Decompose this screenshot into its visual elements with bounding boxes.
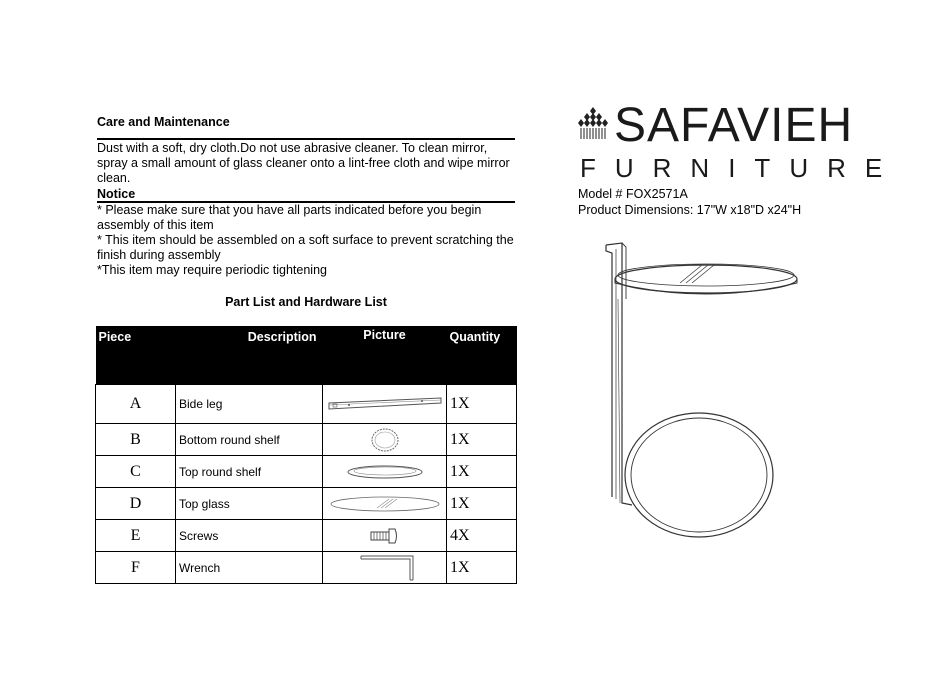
header-quantity: Quantity xyxy=(447,326,517,385)
notice-item: * Please make sure that you have all parts indicated before you begin assembly of this item xyxy=(97,203,482,232)
screw-drawing xyxy=(365,525,405,547)
quantity-cell: 1X xyxy=(447,488,517,520)
description-cell: Bottom round shelf xyxy=(176,424,323,456)
picture-cell xyxy=(323,520,447,552)
care-title: Care and Maintenance xyxy=(97,115,230,129)
description-cell: Bide leg xyxy=(176,385,323,424)
quantity-cell: 1X xyxy=(447,385,517,424)
header-description: Description xyxy=(176,326,323,385)
piece-cell: B xyxy=(96,424,176,456)
header-piece: Piece xyxy=(96,326,176,385)
piece-cell: F xyxy=(96,552,176,584)
piece-cell: C xyxy=(96,456,176,488)
glass-drawing xyxy=(329,495,441,513)
quantity-cell: 1X xyxy=(447,456,517,488)
model-number: Model # FOX2571A xyxy=(578,187,688,201)
picture-cell xyxy=(323,456,447,488)
description-cell: Screws xyxy=(176,520,323,552)
notice-list xyxy=(97,203,517,278)
picture-cell xyxy=(323,552,447,584)
description-cell: Wrench xyxy=(176,552,323,584)
description-cell: Top glass xyxy=(176,488,323,520)
parts-table xyxy=(95,326,517,584)
notice-item: * This item should be assembled on a soft surface to prevent scratching the finish during assembly xyxy=(97,233,514,262)
care-text: Dust with a soft, dry cloth.Do not use abrasive cleaner. To clean mirror, spray a small amount of glass cleaner onto a lint-free cloth and wipe mirror clean. xyxy=(97,141,510,185)
picture-cell xyxy=(323,424,447,456)
top-shelf-drawing xyxy=(345,463,425,481)
picture-cell xyxy=(323,385,447,424)
table-row xyxy=(96,520,517,552)
notice-title: Notice xyxy=(97,187,136,201)
bottom-shelf-drawing xyxy=(365,425,405,455)
header-picture: Picture xyxy=(323,326,447,385)
quantity-cell: 4X xyxy=(447,520,517,552)
brand-logo-icon xyxy=(578,106,608,140)
picture-cell xyxy=(323,488,447,520)
table-row xyxy=(96,424,517,456)
parts-table-title: Part List and Hardware List xyxy=(225,295,387,309)
product-dimensions: Product Dimensions: 17"W x18"D x24"H xyxy=(578,203,802,217)
quantity-cell: 1X xyxy=(447,424,517,456)
brand-subtitle: FURNITURE xyxy=(580,153,902,183)
brand-name: SAFAVIEH xyxy=(614,99,854,152)
wrench-drawing xyxy=(347,553,423,583)
table-row xyxy=(96,456,517,488)
notice-item: *This item may require periodic tightening xyxy=(97,263,327,277)
piece-cell: E xyxy=(96,520,176,552)
description-cell: Top round shelf xyxy=(176,456,323,488)
table-row xyxy=(96,552,517,584)
table-row xyxy=(96,385,517,424)
side-table-drawing xyxy=(598,235,810,547)
quantity-cell: 1X xyxy=(447,552,517,584)
piece-cell: D xyxy=(96,488,176,520)
piece-cell: A xyxy=(96,385,176,424)
table-row xyxy=(96,488,517,520)
side-leg-drawing xyxy=(327,394,443,414)
divider xyxy=(97,138,515,140)
